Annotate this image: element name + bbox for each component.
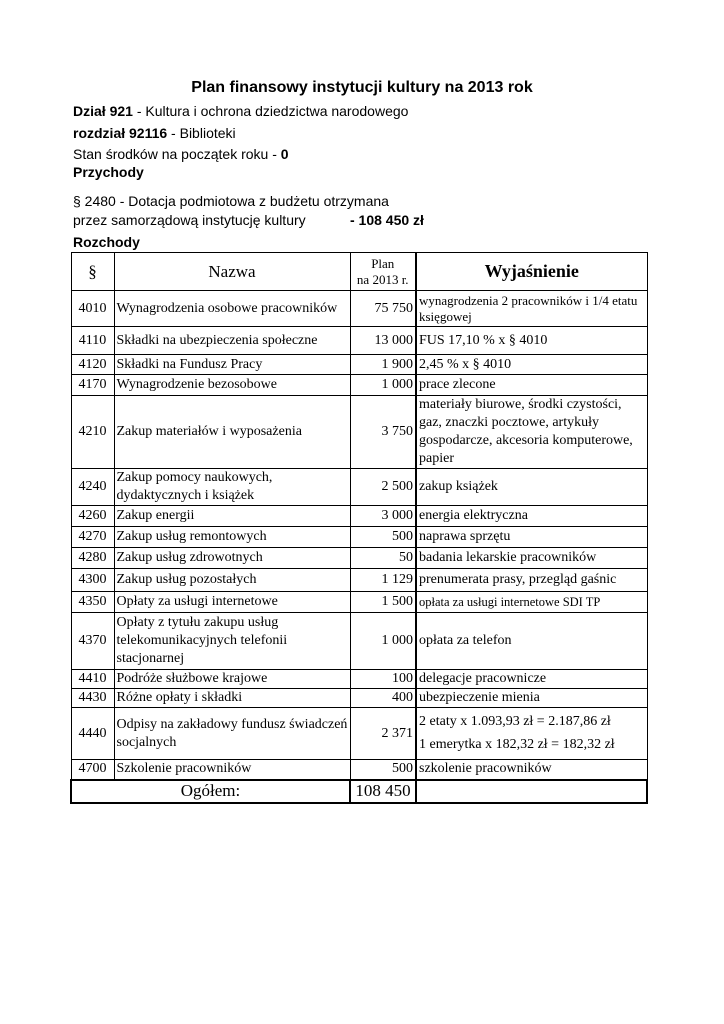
przychody-heading: Przychody	[73, 164, 144, 180]
table-header-row	[71, 253, 647, 291]
rozdzial-label: rozdział 92116	[73, 125, 168, 141]
row-explanation: ubezpieczenie mienia	[416, 689, 647, 708]
table-row	[71, 760, 647, 780]
header-plan	[350, 253, 416, 291]
stan-text: Stan środków na początek roku -	[73, 146, 281, 162]
table-row	[71, 291, 647, 327]
table-row	[71, 327, 647, 355]
row-name: Szkolenie pracowników	[114, 760, 350, 780]
row-name: Zakup energii	[114, 506, 350, 527]
row-explanation: 2,45 % x § 4010	[416, 355, 647, 375]
table-row	[71, 469, 647, 506]
row-explanation: prace zlecone	[416, 375, 647, 396]
table-row	[71, 569, 647, 592]
row-plan: 13 000	[350, 327, 416, 355]
dzial-line	[73, 103, 408, 119]
total-value: 108 450	[350, 780, 416, 803]
total-explanation	[416, 780, 647, 803]
row-plan: 2 371	[350, 708, 416, 760]
row-explanation: szkolenie pracowników	[416, 760, 647, 780]
row-name: Zakup materiałów i wyposażenia	[114, 396, 350, 469]
row-name: Odpisy na zakładowy fundusz świadczeń socjalnych	[114, 708, 350, 760]
row-name: Zakup pomocy naukowych, dydaktycznych i książek	[114, 469, 350, 506]
row-explanation: materiały biurowe, środki czystości, gaz, znaczki pocztowe, artykuły gospodarcze, akcesoria komputerowe, papier	[416, 396, 647, 469]
table-row	[71, 670, 647, 689]
row-plan: 500	[350, 527, 416, 548]
row-name: Wynagrodzenie bezosobowe	[114, 375, 350, 396]
dzial-text: - Kultura i ochrona dziedzictwa narodowego	[132, 103, 409, 119]
row-paragraph: 4110	[71, 327, 114, 355]
stan-line	[73, 146, 289, 162]
row-explanation: prenumerata prasy, przegląd gaśnic	[416, 569, 647, 592]
dotacja-line-1: § 2480 - Dotacja podmiotowa z budżetu otrzymana	[73, 193, 389, 209]
total-label: Ogółem:	[71, 780, 350, 803]
row-plan: 1 000	[350, 613, 416, 670]
row-name: Składki na Fundusz Pracy	[114, 355, 350, 375]
row-paragraph: 4210	[71, 396, 114, 469]
row-name: Podróże służbowe krajowe	[114, 670, 350, 689]
header-plan-line-1: Plan	[371, 255, 395, 271]
row-paragraph: 4260	[71, 506, 114, 527]
row-explanation-line-1: 2 etaty x 1.093,93 zł = 2.187,86 zł	[419, 714, 611, 729]
row-plan: 500	[350, 760, 416, 780]
row-explanation: wynagrodzenia 2 pracowników i 1/4 etatu księgowej	[416, 291, 647, 327]
table-row	[71, 548, 647, 569]
row-paragraph: 4270	[71, 527, 114, 548]
row-plan: 2 500	[350, 469, 416, 506]
row-explanation	[416, 708, 647, 760]
row-paragraph: 4410	[71, 670, 114, 689]
row-paragraph: 4170	[71, 375, 114, 396]
total-row	[71, 780, 647, 803]
row-explanation: delegacje pracownicze	[416, 670, 647, 689]
dotacja-value: - 108 450 zł	[350, 212, 424, 228]
row-paragraph: 4430	[71, 689, 114, 708]
header-plan-line-2: na 2013 r.	[356, 271, 409, 287]
row-plan: 3 750	[350, 396, 416, 469]
row-name: Wynagrodzenia osobowe pracowników	[114, 291, 350, 327]
row-plan: 100	[350, 670, 416, 689]
row-explanation: energia elektryczna	[416, 506, 647, 527]
row-explanation: opłata za usługi internetowe SDI TP	[416, 592, 647, 613]
row-name: Opłaty z tytułu zakupu usług telekomunikacyjnych telefonii stacjonarnej	[114, 613, 350, 670]
row-plan: 400	[350, 689, 416, 708]
row-paragraph: 4300	[71, 569, 114, 592]
row-explanation-line-2: 1 emerytka x 182,32 zł = 182,32 zł	[419, 737, 615, 752]
header-explanation: Wyjaśnienie	[416, 253, 647, 291]
rozdzial-text: - Biblioteki	[167, 125, 236, 141]
row-plan: 75 750	[350, 291, 416, 327]
row-plan: 3 000	[350, 506, 416, 527]
row-explanation: naprawa sprzętu	[416, 527, 647, 548]
row-explanation: zakup książek	[416, 469, 647, 506]
row-paragraph: 4700	[71, 760, 114, 780]
row-name: Składki na ubezpieczenia społeczne	[114, 327, 350, 355]
row-paragraph: 4240	[71, 469, 114, 506]
row-paragraph: 4440	[71, 708, 114, 760]
table-row	[71, 396, 647, 469]
table-row	[71, 613, 647, 670]
stan-value: 0	[280, 146, 289, 162]
expenses-table	[70, 252, 648, 804]
row-name: Zakup usług remontowych	[114, 527, 350, 548]
row-explanation: opłata za telefon	[416, 613, 647, 670]
row-name: Opłaty za usługi internetowe	[114, 592, 350, 613]
table-row	[71, 527, 647, 548]
row-plan: 1 000	[350, 375, 416, 396]
table-row	[71, 592, 647, 613]
rozchody-heading: Rozchody	[73, 234, 140, 250]
row-name: Zakup usług zdrowotnych	[114, 548, 350, 569]
dotacja-line-2: przez samorządową instytucję kultury	[73, 212, 306, 228]
table-row	[71, 506, 647, 527]
header-paragraph: §	[71, 253, 114, 291]
header-name: Nazwa	[114, 253, 350, 291]
row-paragraph: 4010	[71, 291, 114, 327]
row-paragraph: 4350	[71, 592, 114, 613]
table-row	[71, 375, 647, 396]
row-explanation: FUS 17,10 % x § 4010	[416, 327, 647, 355]
row-paragraph: 4280	[71, 548, 114, 569]
row-paragraph: 4370	[71, 613, 114, 670]
row-name: Różne opłaty i składki	[114, 689, 350, 708]
row-paragraph: 4120	[71, 355, 114, 375]
dzial-label: Dział 921	[73, 103, 133, 119]
row-explanation: badania lekarskie pracowników	[416, 548, 647, 569]
table-row	[71, 355, 647, 375]
row-plan: 50	[350, 548, 416, 569]
row-plan: 1 500	[350, 592, 416, 613]
row-name: Zakup usług pozostałych	[114, 569, 350, 592]
page-title: Plan finansowy instytucji kultury na 2013 rok	[191, 79, 533, 96]
table-row	[71, 689, 647, 708]
table-row	[71, 708, 647, 760]
rozdzial-line	[73, 125, 236, 141]
row-plan: 1 129	[350, 569, 416, 592]
row-plan: 1 900	[350, 355, 416, 375]
